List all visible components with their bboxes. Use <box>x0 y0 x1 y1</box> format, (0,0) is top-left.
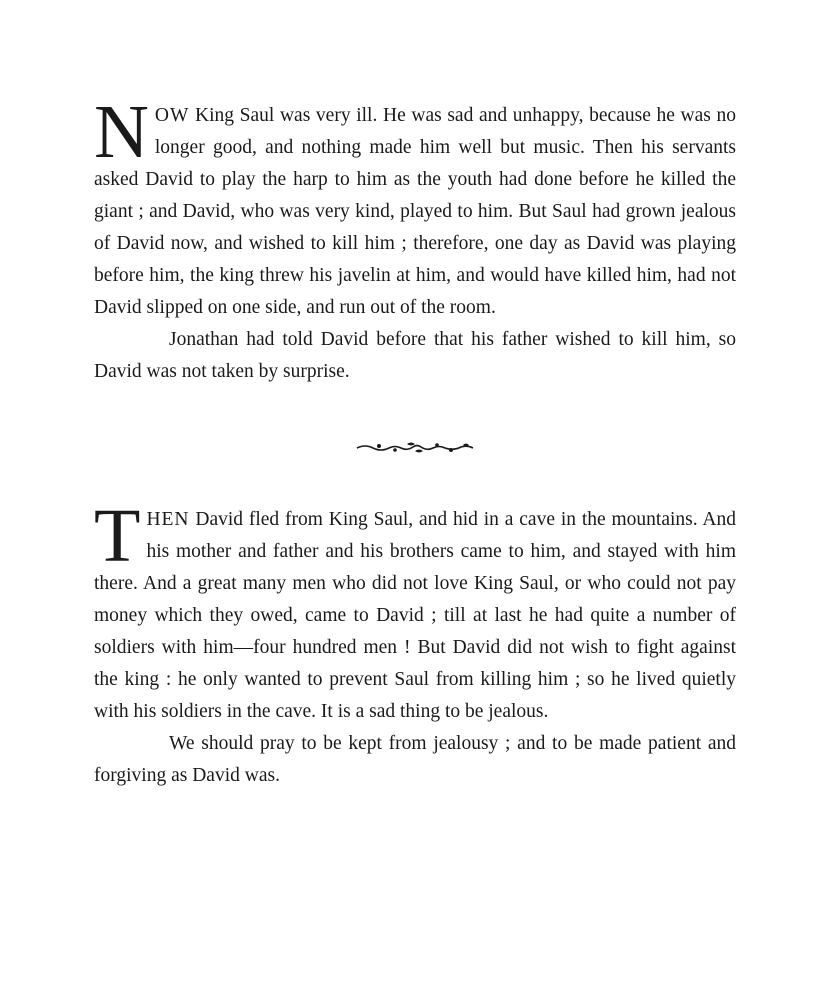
section1-paragraph1 <box>94 90 736 324</box>
section2-opening-word: HEN <box>146 509 190 530</box>
section1-paragraph1-text: King Saul was very ill. He was sad and unhappy, because he was no longer good, and nothing made him well but music. Then his servants asked David to play the harp to him as the youth had done before he killed the giant ; and David, who was very kind, played to him. But Saul had grown jealous of David now, and wished to kill him ; therefore, one day as David was playing before him, the king threw his javelin at him, and would have killed him, had not David slipped on one side, and run out of the room. <box>94 105 736 318</box>
section1-paragraph2: Jonathan had told David before that his father wished to kill him, so David was not taken by surprise. <box>94 329 736 382</box>
section2-paragraph1 <box>94 494 736 728</box>
section2 <box>94 494 736 792</box>
dropcap-t: T <box>94 494 141 578</box>
vine-ornament-icon <box>355 440 475 454</box>
section1-opening-word: OW <box>154 105 190 126</box>
page <box>94 90 736 792</box>
section2-paragraph1-text: David fled from King Saul, and hid in a cave in the mountains. And his mother and father and his brothers came to him, and stayed with him there. And a great many men who did not love King Saul, or who could not pay money which they owed, came to David ; till at last he had quite a number of soldiers with him—four hundred men ! But David did not wish to fight against the king : he only wanted to prevent Saul from killing him ; so he lived quietly with his soldiers in the cave. It is a sad thing to be jealous. <box>94 509 736 722</box>
dropcap-n: N <box>94 90 149 174</box>
section2-paragraph2: We should pray to be kept from jealousy ; and to be made patient and forgiving as David was. <box>94 733 736 786</box>
